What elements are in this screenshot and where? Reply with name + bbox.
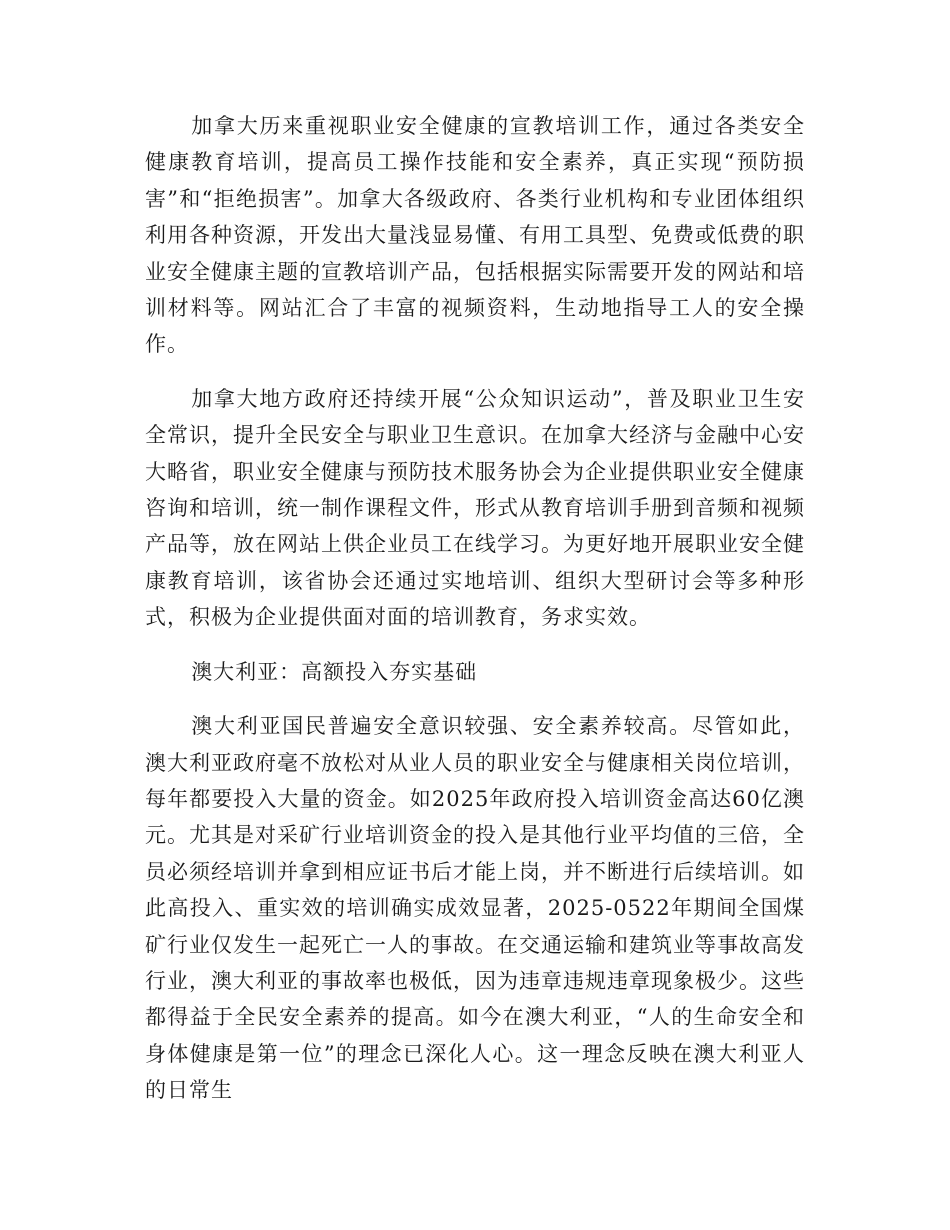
section-heading-australia: 澳大利亚：高额投入夯实基础 [191, 659, 478, 684]
paragraph-canada-campaign: 加拿大地方政府还持续开展“公众知识运动”，普及职业卫生安全常识，提升全民安全与职业卫生意识。在加拿大经济与金融中心安大略省，职业安全健康与预防技术服务协会为企业提供职业安全健康咨询和培训，统一制作课程文件，形式从教育培训手册到音频和视频产品等，放在网站上供企业员工在线学习。为更好地开展职业安全健康教育培训，该省协会还通过实地培训、组织大型研讨会等多种形式，积极为企业提供面对面的培训教育，务求实效。 [145, 386, 805, 630]
document-body [145, 108, 805, 1127]
paragraph-canada-training: 加拿大历来重视职业安全健康的宣教培训工作，通过各类安全健康教育培训，提高员工操作技能和安全素养，真正实现“预防损害”和“拒绝损害”。加拿大各级政府、各类行业机构和专业团体组织利用各种资源，开发出大量浅显易懂、有用工具型、免费或低费的职业安全健康主题的宣教培训产品，包括根据实际需要开发的网站和培训材料等。网站汇合了丰富的视频资料，生动地指导工人的安全操作。 [145, 114, 805, 357]
paragraph-australia-investment: 澳大利亚国民普遍安全意识较强、安全素养较高。尽管如此，澳大利亚政府毫不放松对从业人员的职业安全与健康相关岗位培训，每年都要投入大量的资金。如2025年政府投入培训资金高达60亿澳元。尤其是对采矿行业培训资金的投入是其他行业平均值的三倍，全员必须经培训并拿到相应证书后才能上岗，并不断进行后续培训。如此高投入、重实效的培训确实成效显著，2025-0522年期间全国煤矿行业仅发生一起死亡一人的事故。在交通运输和建筑业等事故高发行业，澳大利亚的事故率也极低，因为违章违规违章现象极少。这些都得益于全民安全素养的提高。如今在澳大利亚，“人的生命安全和身体健康是第一位”的理念已深化人心。这一理念反映在澳大利亚人的日常生 [145, 714, 805, 1103]
